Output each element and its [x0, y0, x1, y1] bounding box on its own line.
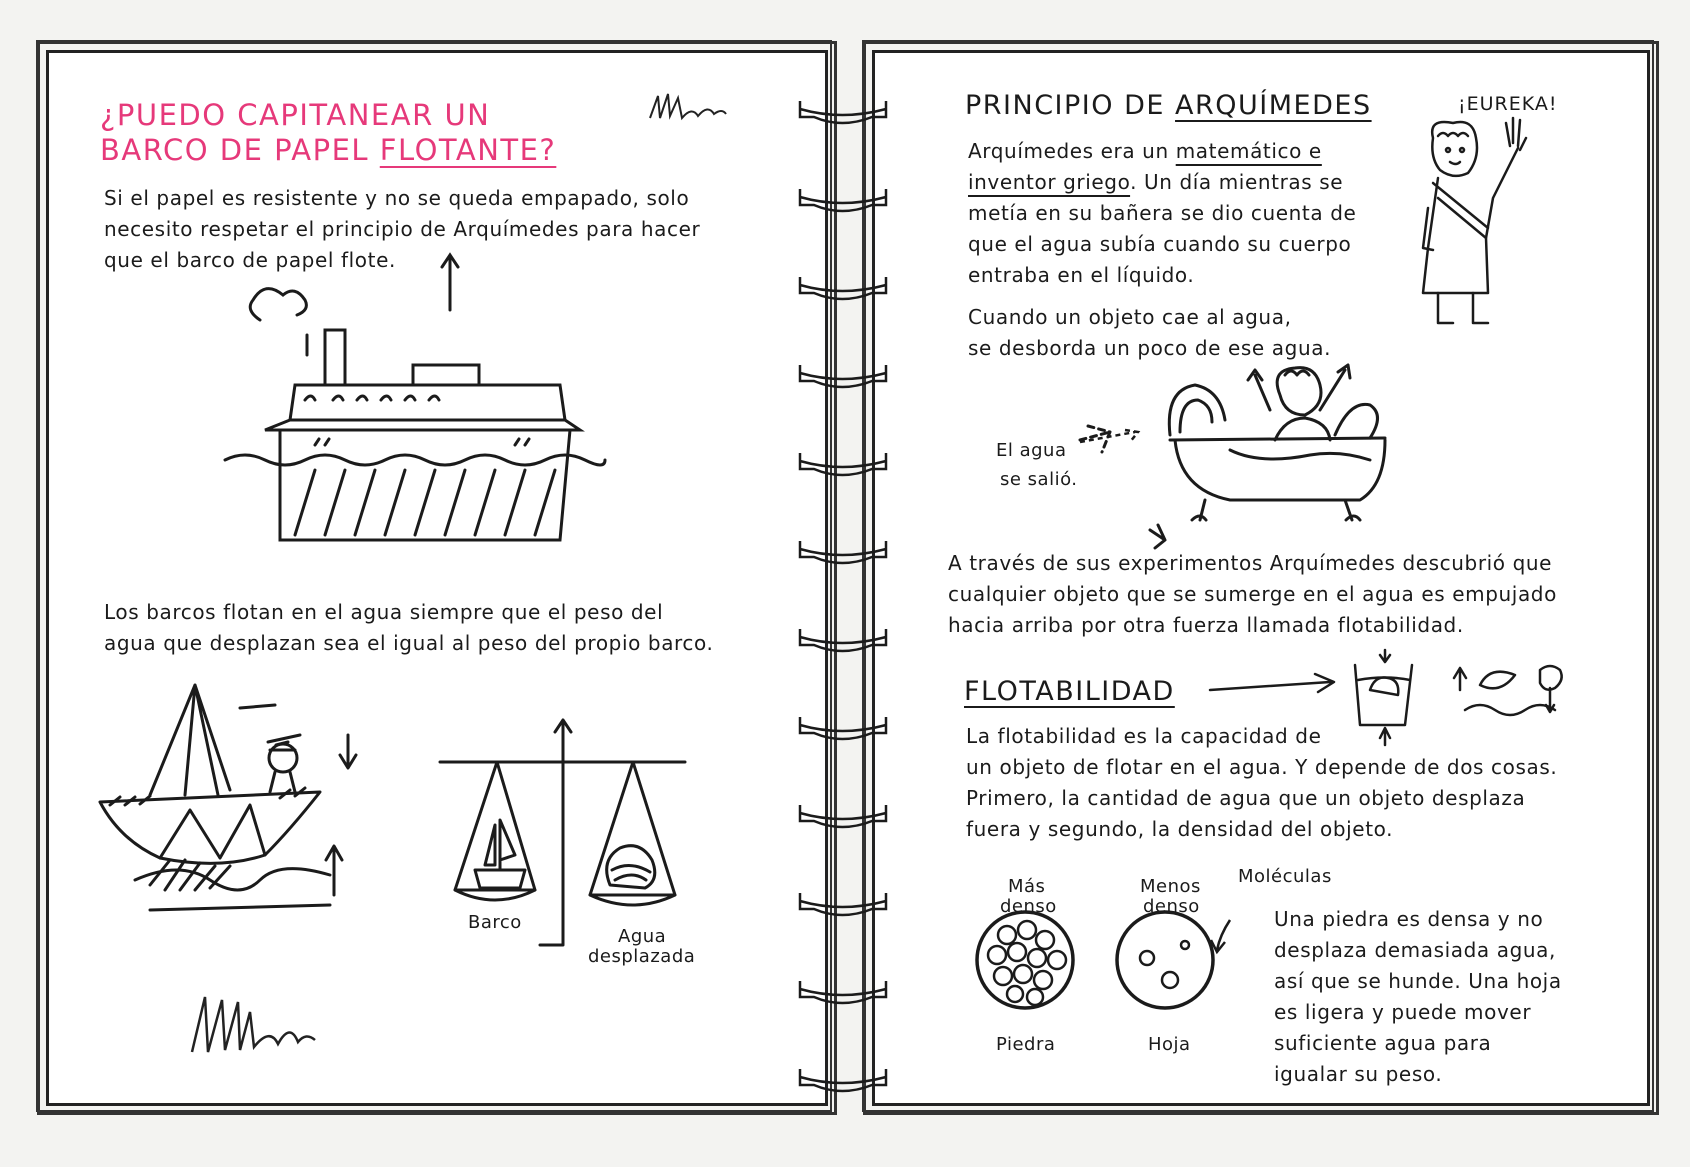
menos-denso-label: Menos — [1140, 876, 1201, 897]
para1-line: entraba en el líquido. — [968, 263, 1195, 287]
final-line: suficiente agua para — [1274, 1031, 1492, 1055]
heading-arquimedes: ARQUÍMEDES — [1175, 90, 1372, 121]
heading-part: PRINCIPIO DE — [965, 90, 1176, 121]
final-line: es ligera y puede mover — [1274, 1000, 1532, 1024]
spiral-ring — [792, 887, 892, 927]
spiral-ring — [792, 799, 892, 839]
ship-illustration — [225, 255, 625, 575]
label-barco: Barco — [468, 912, 522, 933]
spiral-ring — [792, 711, 892, 751]
intro-line: Si el papel es resistente y no se queda empapado, solo — [104, 186, 690, 210]
para2-line: Cuando un objeto cae al agua, — [968, 305, 1292, 329]
spiral-ring — [792, 95, 892, 135]
final-line: desplaza demasiada agua, — [1274, 938, 1556, 962]
mas-denso-label: denso — [1000, 896, 1057, 917]
density-molecules — [975, 900, 1275, 1020]
para3-line: hacia arriba por otra fuerza llamada flotabilidad. — [948, 613, 1464, 637]
spiral-ring — [792, 447, 892, 487]
water-label: se salió. — [1000, 469, 1078, 490]
spiral-ring — [792, 183, 892, 223]
final-line: Una piedra es densa y no — [1274, 907, 1544, 931]
paper-boat-illustration — [90, 680, 370, 940]
mas-denso-label: Más — [1008, 876, 1046, 897]
right-heading — [965, 90, 1372, 121]
para1-line: metía en su bañera se dio cuenta de — [968, 201, 1357, 225]
menos-denso-label: denso — [1143, 896, 1200, 917]
left-title-part: BARCO DE PAPEL — [100, 133, 380, 167]
moleculas-label: Moléculas — [1238, 866, 1332, 887]
middle-line: agua que desplazan sea el igual al peso del propio barco. — [104, 631, 714, 655]
para3-line: cualquier objeto que se sumerge en el agua es empujado — [948, 582, 1557, 606]
para1-text: . Un día mientras se — [1130, 170, 1344, 194]
para3-line: A través de sus experimentos Arquímedes descubrió que — [948, 551, 1553, 575]
flotabilidad-heading: FLOTABILIDAD — [964, 676, 1175, 707]
middle-line: Los barcos flotan en el agua siempre que el peso del — [104, 600, 664, 624]
final-line: así que se hunde. Una hoja — [1274, 969, 1562, 993]
archimedes-illustration — [1418, 118, 1538, 333]
left-title-line2 — [100, 133, 556, 167]
left-title-line1: ¿PUEDO CAPITANEAR UN — [100, 98, 491, 132]
final-line: igualar su peso. — [1274, 1062, 1443, 1086]
flot-line: Primero, la cantidad de agua que un objeto desplaza — [966, 786, 1526, 810]
label-desplazada: desplazada — [588, 946, 696, 967]
para2-line: se desborda un poco de ese agua. — [968, 336, 1332, 360]
piedra-label: Piedra — [996, 1034, 1056, 1055]
para1-text: Arquímedes era un — [968, 139, 1176, 163]
water-label: El agua — [996, 440, 1067, 461]
flot-line: La flotabilidad es la capacidad de — [966, 724, 1322, 748]
eureka-label: ¡EUREKA! — [1458, 93, 1558, 115]
para1-line — [968, 167, 1343, 198]
hoja-label: Hoja — [1148, 1034, 1191, 1055]
flot-line: fuera y segundo, la densidad del objeto. — [966, 817, 1394, 841]
intro-line: que el barco de papel flote. — [104, 248, 396, 272]
para1-underlined: matemático e — [1175, 139, 1322, 163]
intro-line: necesito respetar el principio de Arquímedes para hacer — [104, 217, 701, 241]
scribble-icon — [190, 992, 320, 1062]
spiral-ring — [792, 535, 892, 575]
spiral-ring — [792, 359, 892, 399]
para1-line — [968, 136, 1322, 167]
left-title-flotante: FLOTANTE? — [379, 133, 557, 167]
spiral-ring — [792, 271, 892, 311]
spiral-ring — [792, 1063, 892, 1103]
arrow-icon — [1080, 430, 1140, 450]
label-agua: Agua — [618, 926, 667, 947]
scribble-icon — [648, 88, 728, 128]
spiral-ring — [792, 975, 892, 1015]
spiral-ring — [792, 623, 892, 663]
flot-line: un objeto de flotar en el agua. Y depende de dos cosas. — [966, 755, 1558, 779]
para1-underlined: inventor griego — [968, 170, 1131, 194]
para1-line: que el agua subía cuando su cuerpo — [968, 232, 1352, 256]
bathtub-illustration — [1080, 360, 1400, 550]
